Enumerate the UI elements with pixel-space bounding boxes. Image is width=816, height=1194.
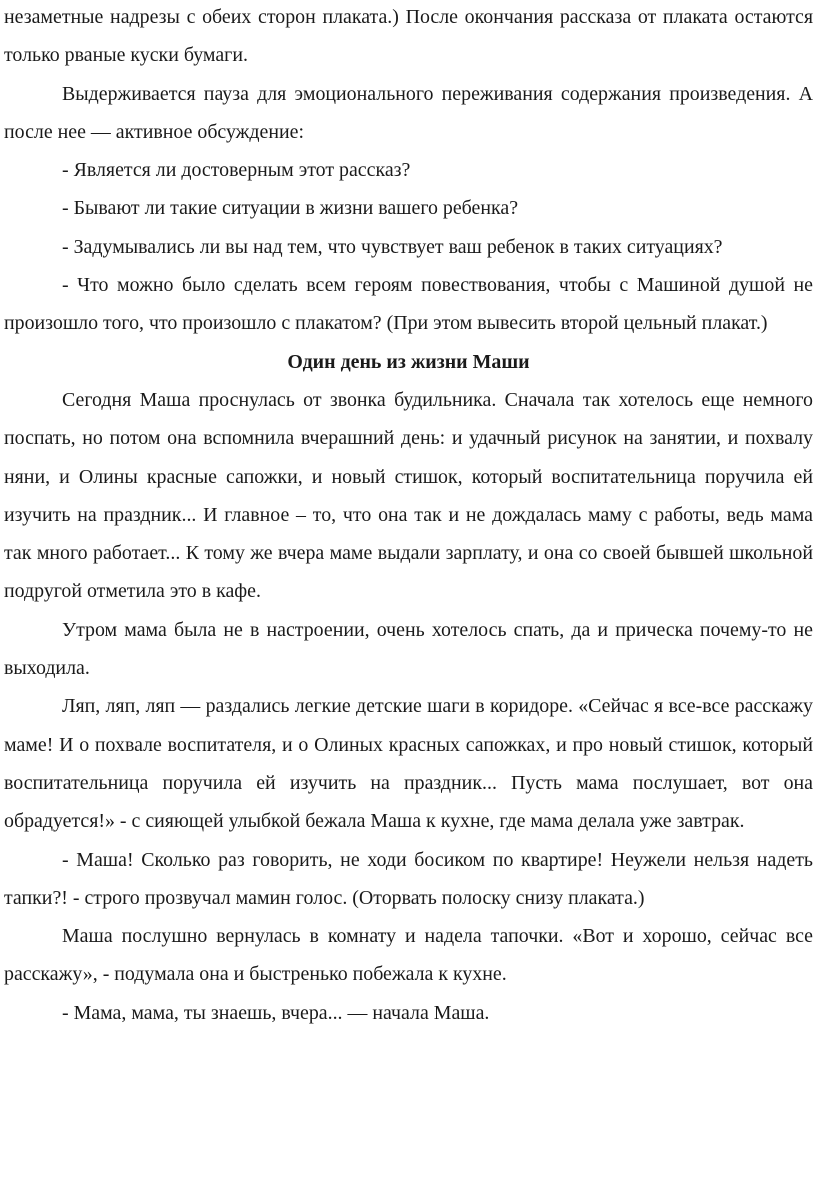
section-heading: Один день из жизни Маши [287,350,530,373]
paragraph-intro-continuation: незаметные надрезы с обеих сторон плаката.) После окончания рассказа от плаката остаются только рваные куски бумаги. [4,6,813,67]
story-paragraph: - Маша! Сколько раз говорить, не ходи босиком по квартире! Неужели нельзя надеть тапки?! - строго прозвучал мамин голос. (Оторвать полоску снизу плаката.) [4,848,813,909]
question-item: - Задумывались ли вы над тем, что чувствует ваш ребенок в таких ситуациях? [62,235,723,258]
story-paragraph: - Мама, мама, ты знаешь, вчера... — начала Маша. [62,1001,490,1024]
story-paragraph: Маша послушно вернулась в комнату и надела тапочки. «Вот и хорошо, сейчас все расскажу», - подумала она и быстренько побежала к кухне. [4,925,813,986]
paragraph-pause: Выдерживается пауза для эмоционального переживания содержания произведения. А после нее — активное обсуждение: [4,82,813,143]
story-paragraph: Ляп, ляп, ляп — раздались легкие детские шаги в коридоре. «Сейчас я все-все расскажу маме! И о похвале воспитателя, и о Олиных красных сапожках, и про новый стишок, который воспитательница поручила ей изучить на праздник... Пусть мама послушает, вот она обрадуется!» - с сияющей улыбкой бежала Маша к кухне, где мама делала уже завтрак. [4,695,813,833]
question-item: - Что можно было сделать всем героям повествования, чтобы с Машиной душой не произошло того, что произошло с плакатом? (При этом вывесить второй цельный плакат.) [4,274,813,335]
document-body [4,0,813,1032]
question-item: - Бывают ли такие ситуации в жизни вашего ребенка? [62,197,519,220]
story-paragraph: Сегодня Маша проснулась от звонка будильника. Сначала так хотелось еще немного поспать, но потом она вспомнила вчерашний день: и удачный рисунок на занятии, и похвалу няни, и Олины красные сапожки, и новый стишок, который воспитательница поручила ей изучить на праздник... И главное – то, что она так и не дождалась маму с работы, ведь мама так много работает... К тому же вчера маме выдали зарплату, и она со своей бывшей школьной подругой отметила это в кафе. [4,388,813,603]
question-item: - Является ли достоверным этот рассказ? [62,159,411,182]
story-paragraph: Утром мама была не в настроении, очень хотелось спать, да и прическа почему-то не выходила. [4,618,813,680]
